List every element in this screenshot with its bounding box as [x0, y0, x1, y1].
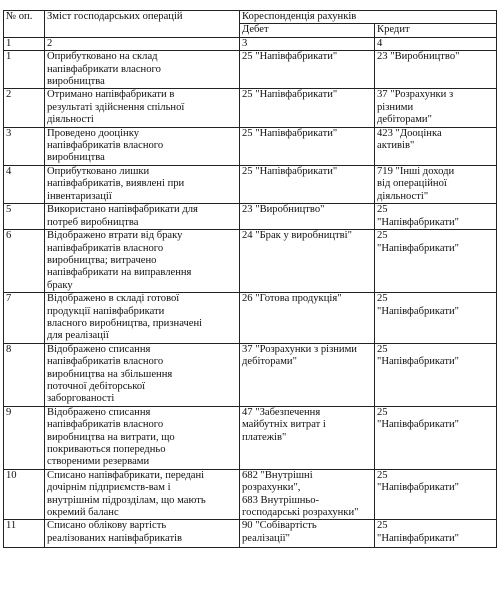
numbering-cell: 3 [240, 37, 375, 50]
header-content: Зміст господарських операцій [45, 11, 240, 38]
credit-account-cell [375, 204, 497, 230]
credit-account-text: 23 "Виробництво" [377, 51, 460, 63]
operation-description-text: Списано напівфабрикати, передані дочірнім підприємств-вам і внутрішнім підрозділам, що мають окремий баланс [47, 469, 206, 519]
table-row [4, 127, 497, 165]
debit-account-cell [240, 406, 375, 469]
operation-description-cell [45, 520, 240, 548]
debit-account-cell [240, 51, 375, 89]
document-page [3, 10, 497, 548]
operation-description-cell [45, 204, 240, 230]
credit-account-text: 25 "Напівфабрикати" [377, 520, 459, 544]
debit-account-text: 23 "Виробництво" [242, 204, 325, 216]
operation-description-text: Оприбутковано лишки напівфабрикатів, виявлені при інвентаризації [47, 165, 185, 202]
operation-description-cell [45, 230, 240, 293]
debit-account-text: 682 "Внутрішні розрахунки", 683 Внутрішньо- господарські розрахунки" [242, 469, 359, 519]
operation-description-text: Проведено дооцінку напівфабрикатів власного виробництва [47, 127, 164, 164]
row-number-text: 7 [6, 293, 12, 305]
numbering-cell: 1 [4, 37, 45, 50]
debit-account-text: 37 "Розрахунки з різними дебіторами" [242, 343, 357, 368]
debit-account-cell [240, 165, 375, 203]
credit-account-cell [375, 51, 497, 89]
row-number-text: 10 [6, 469, 17, 481]
debit-account-cell [240, 293, 375, 344]
debit-account-text: 90 "Собівартість реалізації" [242, 520, 317, 544]
credit-account-text: 25 "Напівфабрикати" [377, 343, 459, 368]
credit-account-cell [375, 343, 497, 406]
credit-account-cell [375, 127, 497, 165]
row-number-text: 5 [6, 204, 12, 216]
operation-description-cell [45, 165, 240, 203]
debit-account-cell [240, 89, 375, 127]
credit-account-cell [375, 293, 497, 344]
row-number-text: 11 [6, 520, 17, 532]
operation-description-text: Списано облікову вартість реалізованих напівфабрикатів [47, 520, 183, 544]
debit-account-text: 47 "Забезпечення майбутніх витрат і платежів" [242, 406, 326, 443]
table-row [4, 89, 497, 127]
row-number-text: 3 [6, 127, 12, 139]
operation-description-cell [45, 51, 240, 89]
credit-account-text: 25 "Напівфабрикати" [377, 406, 459, 431]
debit-account-text: 24 "Брак у виробництві" [242, 230, 352, 242]
credit-account-text: 25 "Напівфабрикати" [377, 204, 459, 228]
row-number-text: 1 [6, 51, 12, 63]
debit-account-text: 25 "Напівфабрикати" [242, 51, 338, 63]
credit-account-cell [375, 230, 497, 293]
row-number-cell [4, 165, 45, 203]
header-correspondence: Кореспонденція рахунків [240, 11, 497, 24]
numbering-cell: 2 [45, 37, 240, 50]
credit-account-cell [375, 469, 497, 520]
credit-account-text: 25 "Напівфабрикати" [377, 293, 459, 317]
row-number-cell [4, 343, 45, 406]
table-row [4, 469, 497, 520]
row-number-cell [4, 469, 45, 520]
debit-account-text: 25 "Напівфабрикати" [242, 127, 338, 139]
credit-account-text: 423 "Дооцінка активів" [377, 127, 442, 152]
table-row [4, 230, 497, 293]
debit-account-cell [240, 469, 375, 520]
debit-account-cell [240, 343, 375, 406]
ledger-table [3, 10, 497, 548]
table-row [4, 51, 497, 89]
operation-description-text: Використано напівфабрикати для потреб виробництва [47, 204, 198, 228]
credit-account-cell [375, 520, 497, 548]
operation-description-text: Відображено в складі готової продукції напівфабрикати власного виробництва, призначені для реалізації [47, 293, 203, 342]
credit-account-text: 25 "Напівфабрикати" [377, 469, 459, 494]
table-row [4, 343, 497, 406]
row-number-text: 8 [6, 343, 12, 355]
credit-account-text: 719 "Інші доходи від операційної діяльності" [377, 165, 455, 202]
table-row [4, 165, 497, 203]
credit-account-text: 25 "Напівфабрикати" [377, 230, 459, 254]
debit-account-cell [240, 230, 375, 293]
row-number-cell [4, 204, 45, 230]
table-row [4, 204, 497, 230]
operation-description-text: Відображено списання напівфабрикатів власного виробництва на збільшення поточної дебіторської заборгованості [47, 343, 173, 405]
operation-description-text: Відображено втрати від браку напівфабрикатів власного виробництва; витрачено напівфабрикати на виправлення браку [47, 230, 192, 291]
debit-account-text: 25 "Напівфабрикати" [242, 89, 338, 101]
row-number-cell [4, 127, 45, 165]
row-number-cell [4, 293, 45, 344]
row-number-cell [4, 89, 45, 127]
row-number-cell [4, 230, 45, 293]
row-number-text: 4 [6, 165, 12, 177]
operation-description-cell [45, 469, 240, 520]
operation-description-cell [45, 127, 240, 165]
operation-description-cell [45, 89, 240, 127]
header-credit: Кредит [375, 24, 497, 37]
operation-description-text: Отримано напівфабрикати в результаті здійснення спільної діяльності [47, 89, 185, 126]
table-row [4, 406, 497, 469]
operation-description-text: Відображено списання напівфабрикатів власного виробництва на витрати, що покриваються попередньо створеними резервами [47, 406, 175, 468]
row-number-cell [4, 406, 45, 469]
header-num: № оп. [4, 11, 45, 38]
header-debit: Дебет [240, 24, 375, 37]
debit-account-cell [240, 520, 375, 548]
row-number-cell [4, 520, 45, 548]
debit-account-text: 25 "Напівфабрикати" [242, 165, 338, 177]
operation-description-cell [45, 293, 240, 344]
table-row [4, 293, 497, 344]
row-number-text: 9 [6, 406, 12, 418]
operation-description-cell [45, 406, 240, 469]
credit-account-cell [375, 406, 497, 469]
credit-account-cell [375, 89, 497, 127]
table-row [4, 520, 497, 548]
row-number-text: 2 [6, 89, 12, 101]
operation-description-cell [45, 343, 240, 406]
debit-account-cell [240, 204, 375, 230]
operation-description-text: Оприбутковано на склад напівфабрикати власного виробництва [47, 51, 161, 88]
debit-account-cell [240, 127, 375, 165]
row-number-text: 6 [6, 230, 12, 242]
credit-account-text: 37 "Розрахунки з різними дебіторами" [377, 89, 454, 126]
header-row-1 [4, 11, 497, 24]
numbering-row [4, 37, 497, 50]
credit-account-cell [375, 165, 497, 203]
numbering-cell: 4 [375, 37, 497, 50]
debit-account-text: 26 "Готова продукція" [242, 293, 342, 305]
row-number-cell [4, 51, 45, 89]
